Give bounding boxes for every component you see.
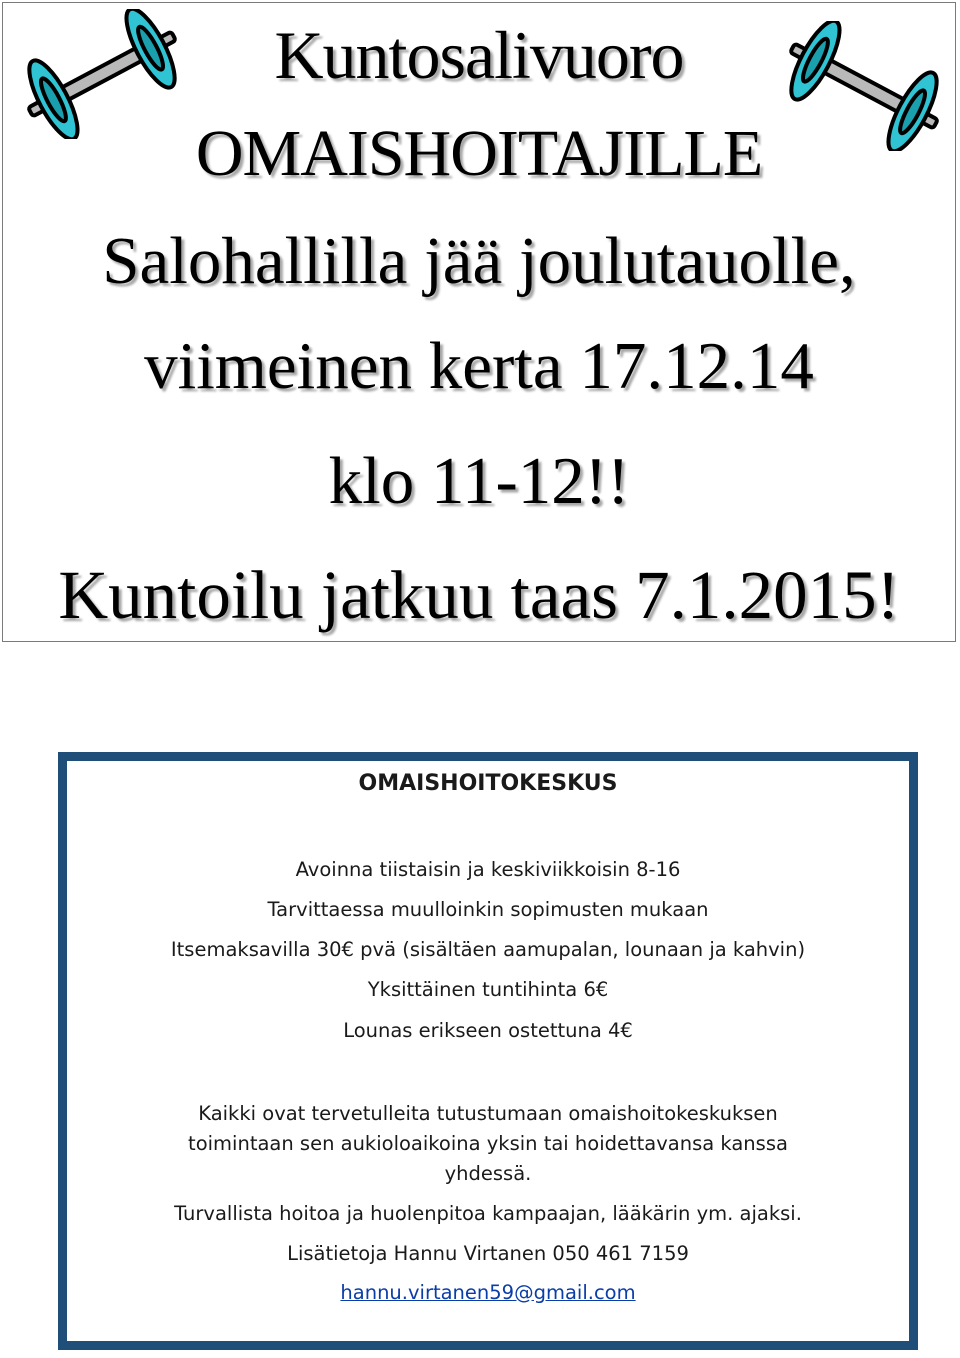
info-hours: Avoinna tiistaisin ja keskiviikkoisin 8-16 bbox=[295, 858, 681, 881]
email-link[interactable]: hannu.virtanen59@gmail.com bbox=[340, 1281, 636, 1304]
info-box bbox=[58, 752, 918, 1350]
info-welcome-line-3: yhdessä. bbox=[444, 1162, 532, 1185]
info-welcome-line-2: toimintaan sen aukioloaikoina yksin tai hoidettavansa kanssa bbox=[188, 1132, 788, 1155]
poster-line-time: klo 11-12!! bbox=[328, 444, 630, 518]
info-heading: OMAISHOITOKESKUS bbox=[358, 771, 618, 796]
poster-line-break-notice: Salohallilla jää joulutauolle, bbox=[102, 224, 856, 298]
info-lunch: Lounas erikseen ostettuna 4€ bbox=[343, 1019, 633, 1042]
info-contact: Lisätietoja Hannu Virtanen 050 461 7159 bbox=[287, 1242, 689, 1265]
info-agreement: Tarvittaessa muulloinkin sopimusten mukaan bbox=[267, 898, 709, 921]
info-care: Turvallista hoitoa ja huolenpitoa kampaajan, lääkärin ym. ajaksi. bbox=[174, 1202, 802, 1225]
poster-line-resume-date: Kuntoilu jatkuu taas 7.1.2015! bbox=[58, 557, 900, 633]
poster-title: Kuntosalivuoro bbox=[274, 17, 684, 93]
info-price-daily: Itsemaksavilla 30€ pvä (sisältäen aamupalan, lounaan ja kahvin) bbox=[170, 938, 806, 961]
info-welcome-line-1: Kaikki ovat tervetulleita tutustumaan omaishoitokeskuksen bbox=[198, 1102, 778, 1125]
info-price-hourly: Yksittäinen tuntihinta 6€ bbox=[367, 978, 609, 1001]
poster-box bbox=[2, 2, 956, 642]
poster-subtitle: OMAISHOITAJILLE bbox=[195, 117, 763, 190]
poster-line-last-date: viimeinen kerta 17.12.14 bbox=[144, 329, 814, 403]
